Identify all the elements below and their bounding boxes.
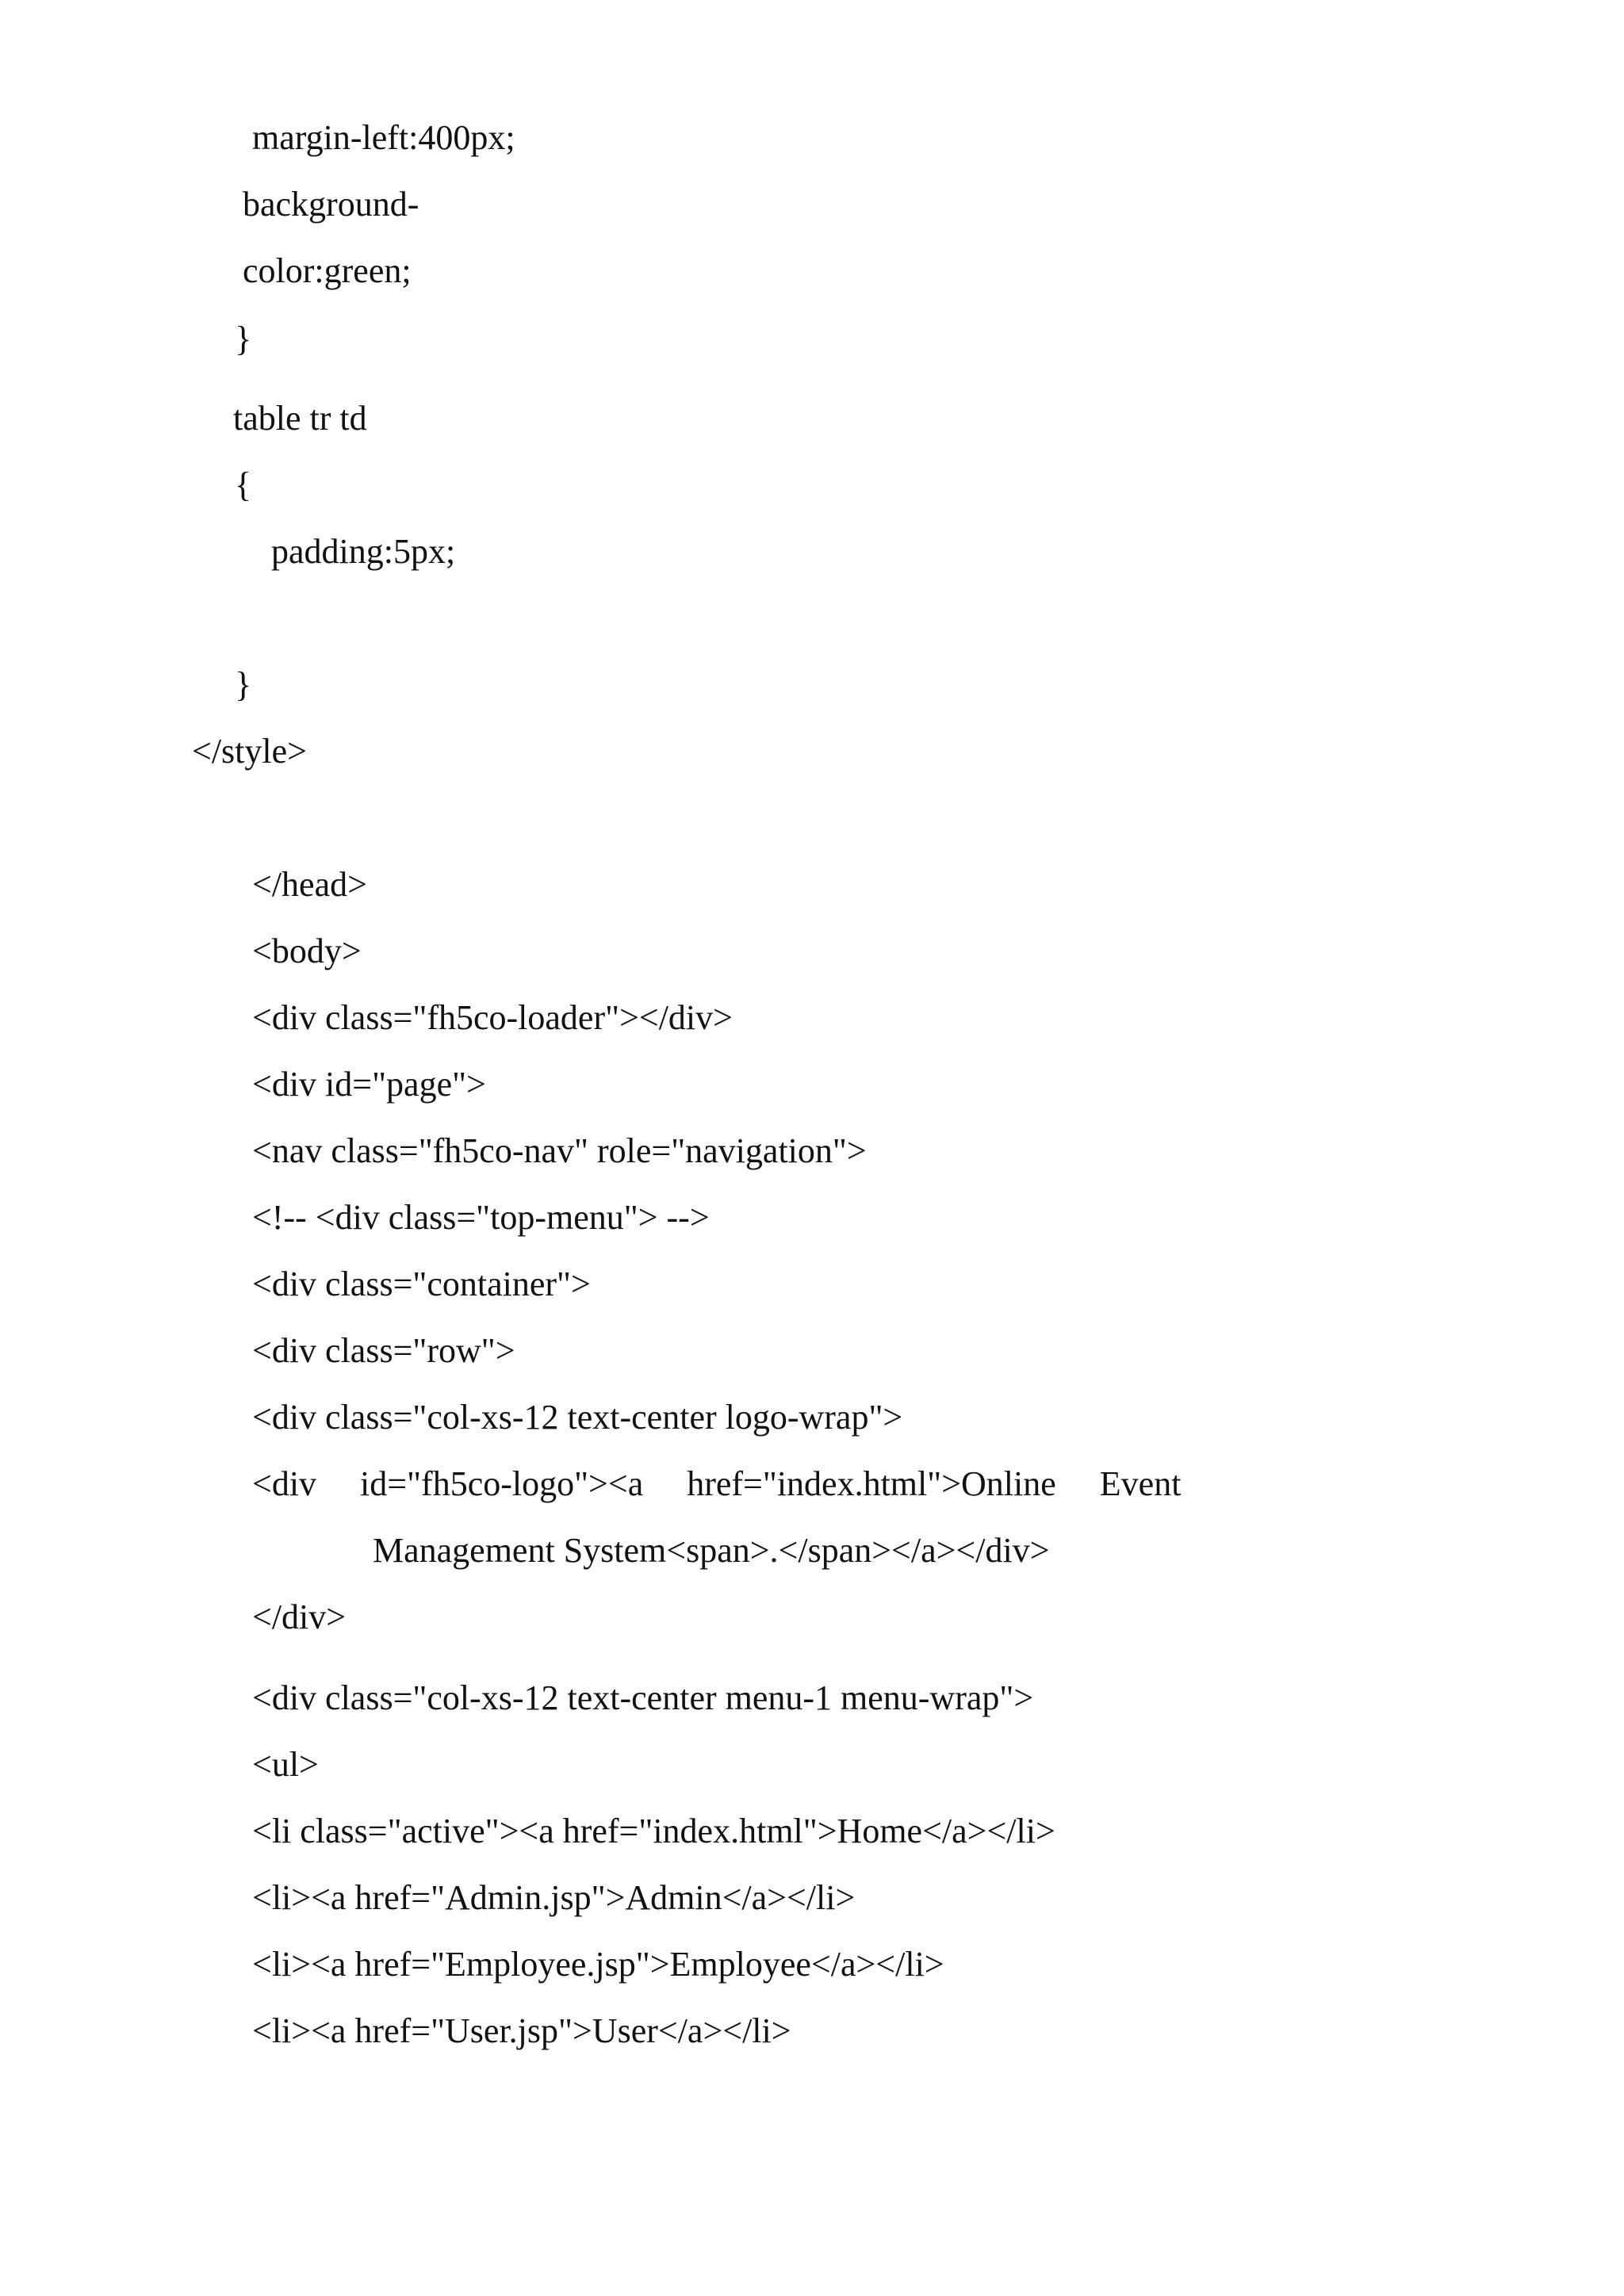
code-line: <li><a href="Admin.jsp">Admin</a></li> (252, 1878, 856, 1917)
code-line: padding:5px; (271, 532, 456, 571)
code-line: <li class="active"><a href="index.html">Home</a></li> (252, 1812, 1055, 1850)
code-line: } (235, 665, 252, 704)
code-line: <div id="fh5co-logo"><a href="index.html">Online Event (252, 1464, 1182, 1503)
code-line: { (235, 465, 252, 504)
code-line: </div> (252, 1598, 347, 1636)
code-line: <div class="row"> (252, 1331, 515, 1370)
code-line: margin-left:400px; (252, 118, 515, 157)
code-line: <!-- <div class="top-menu"> --> (252, 1198, 710, 1237)
code-line: <div class="container"> (252, 1265, 591, 1303)
code-line: <div class="fh5co-loader"></div> (252, 998, 733, 1037)
code-line: table tr td (233, 399, 367, 438)
code-line: color:green; (243, 251, 412, 290)
code-line: } (235, 320, 252, 358)
code-line: <div class="col-xs-12 text-center menu-1 menu-wrap"> (252, 1678, 1034, 1717)
code-line: <ul> (252, 1745, 319, 1784)
code-line: </style> (192, 732, 307, 771)
code-line: <body> (252, 932, 362, 970)
code-line: Management System<span>.</span></a></div> (373, 1531, 1050, 1570)
code-line: </head> (252, 865, 367, 904)
code-line: background- (243, 185, 419, 224)
code-line: <li><a href="User.jsp">User</a></li> (252, 2011, 791, 2050)
code-line: <div class="col-xs-12 text-center logo-wrap"> (252, 1398, 903, 1437)
code-line: <li><a href="Employee.jsp">Employee</a></li> (252, 1945, 944, 1984)
code-line: <div id="page"> (252, 1065, 486, 1104)
code-line: <nav class="fh5co-nav" role="navigation"> (252, 1131, 867, 1170)
